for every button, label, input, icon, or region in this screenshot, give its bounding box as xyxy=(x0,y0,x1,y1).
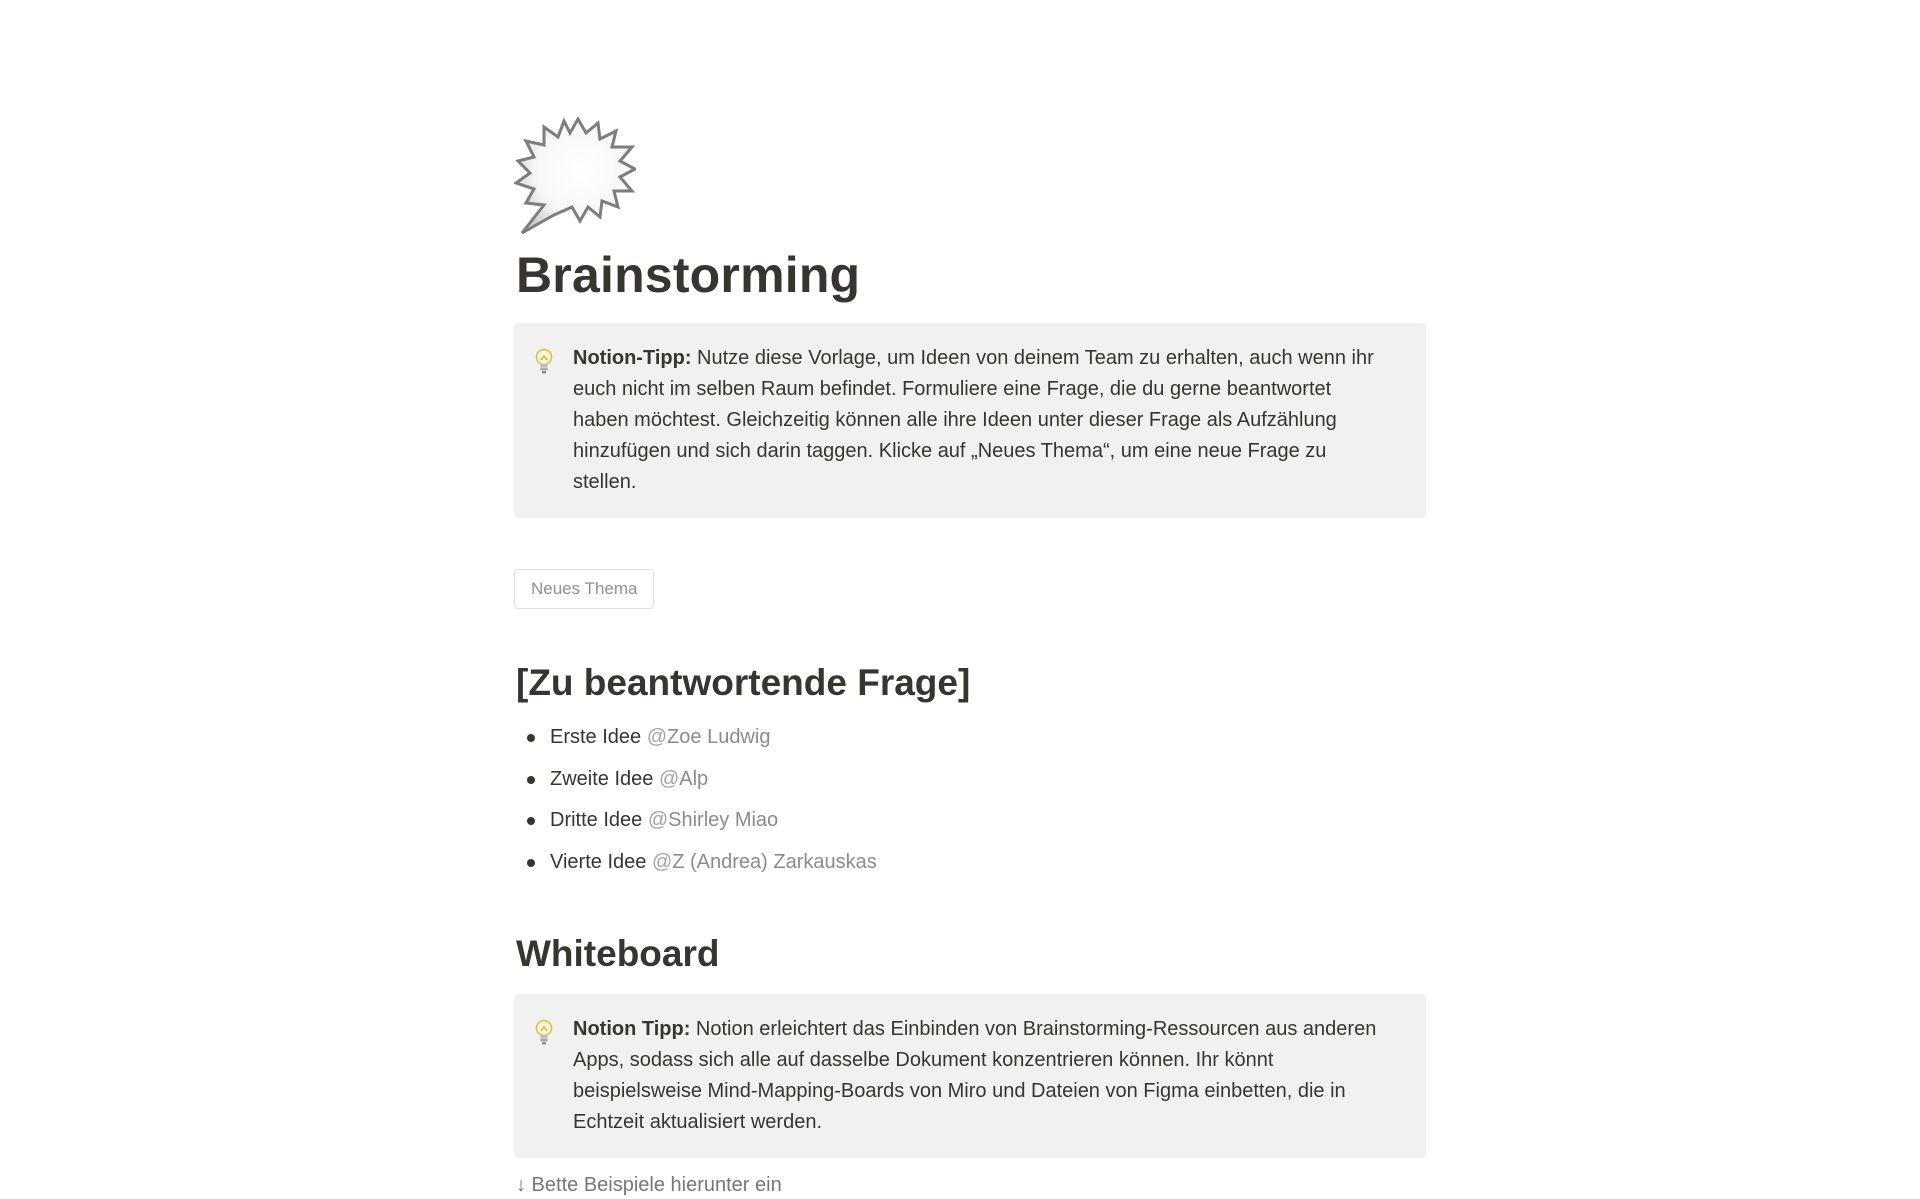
list-item[interactable] xyxy=(514,847,877,889)
callout-label: Notion Tipp: xyxy=(573,1018,691,1040)
idea-text: Dritte Idee xyxy=(550,809,643,831)
bullet-icon xyxy=(527,859,535,867)
bullet-icon xyxy=(527,776,535,784)
bullet-icon xyxy=(527,734,535,742)
callout-content xyxy=(573,347,1374,493)
question-heading[interactable]: [Zu beantwortende Frage] xyxy=(516,662,971,703)
lightbulb-icon[interactable] xyxy=(534,348,554,376)
page-title[interactable]: Brainstorming xyxy=(516,247,861,303)
speech-balloon-burst-icon[interactable] xyxy=(514,117,636,235)
callout-content xyxy=(573,1018,1376,1133)
idea-list xyxy=(514,722,877,888)
new-topic-button[interactable]: Neues Thema xyxy=(514,569,654,609)
callout-text: Notion erleichtert das Einbinden von Brainstorming-Ressourcen aus anderen Apps, sodass sich alle auf dasselbe Dokument konzentrieren können. Ihr könnt beispielsweise Mind-Mapping-Boards von Miro und Dateien von Figma einbetten, die in Echtzeit aktualisiert werden. xyxy=(573,1018,1377,1133)
bullet-icon xyxy=(527,817,535,825)
idea-text: Vierte Idee xyxy=(550,850,647,873)
list-item[interactable] xyxy=(514,805,877,847)
callout-tip-embed[interactable] xyxy=(514,994,1426,1158)
list-item[interactable] xyxy=(514,722,877,764)
user-mention[interactable]: @Alp xyxy=(658,767,709,790)
lightbulb-icon[interactable] xyxy=(534,1019,554,1047)
idea-text: Zweite Idee xyxy=(550,767,654,790)
idea-text: Erste Idee xyxy=(550,726,642,748)
user-mention[interactable]: @Z (Andrea) Zarkauskas xyxy=(651,850,877,873)
callout-tip[interactable] xyxy=(514,323,1426,518)
user-mention[interactable]: @Zoe Ludwig xyxy=(646,726,771,748)
whiteboard-heading[interactable]: Whiteboard xyxy=(516,933,720,974)
callout-text: Nutze diese Vorlage, um Ideen von deinem Team zu erhalten, auch wenn ihr euch nicht im selben Raum befindet. Formuliere eine Frage, die du gerne beantwortet haben möchtest. Gleichzeitig können alle ihre Ideen unter dieser Frage als Aufzählung hinzufügen und sich darin taggen. Klicke auf „Neues Thema“, um eine neue Frage zu stellen. xyxy=(573,347,1374,493)
list-item[interactable] xyxy=(514,764,877,806)
callout-label: Notion-Tipp: xyxy=(573,347,692,369)
user-mention[interactable]: @Shirley Miao xyxy=(647,809,779,831)
embed-hint[interactable]: ↓ Bette Beispiele hierunter ein xyxy=(516,1174,782,1196)
